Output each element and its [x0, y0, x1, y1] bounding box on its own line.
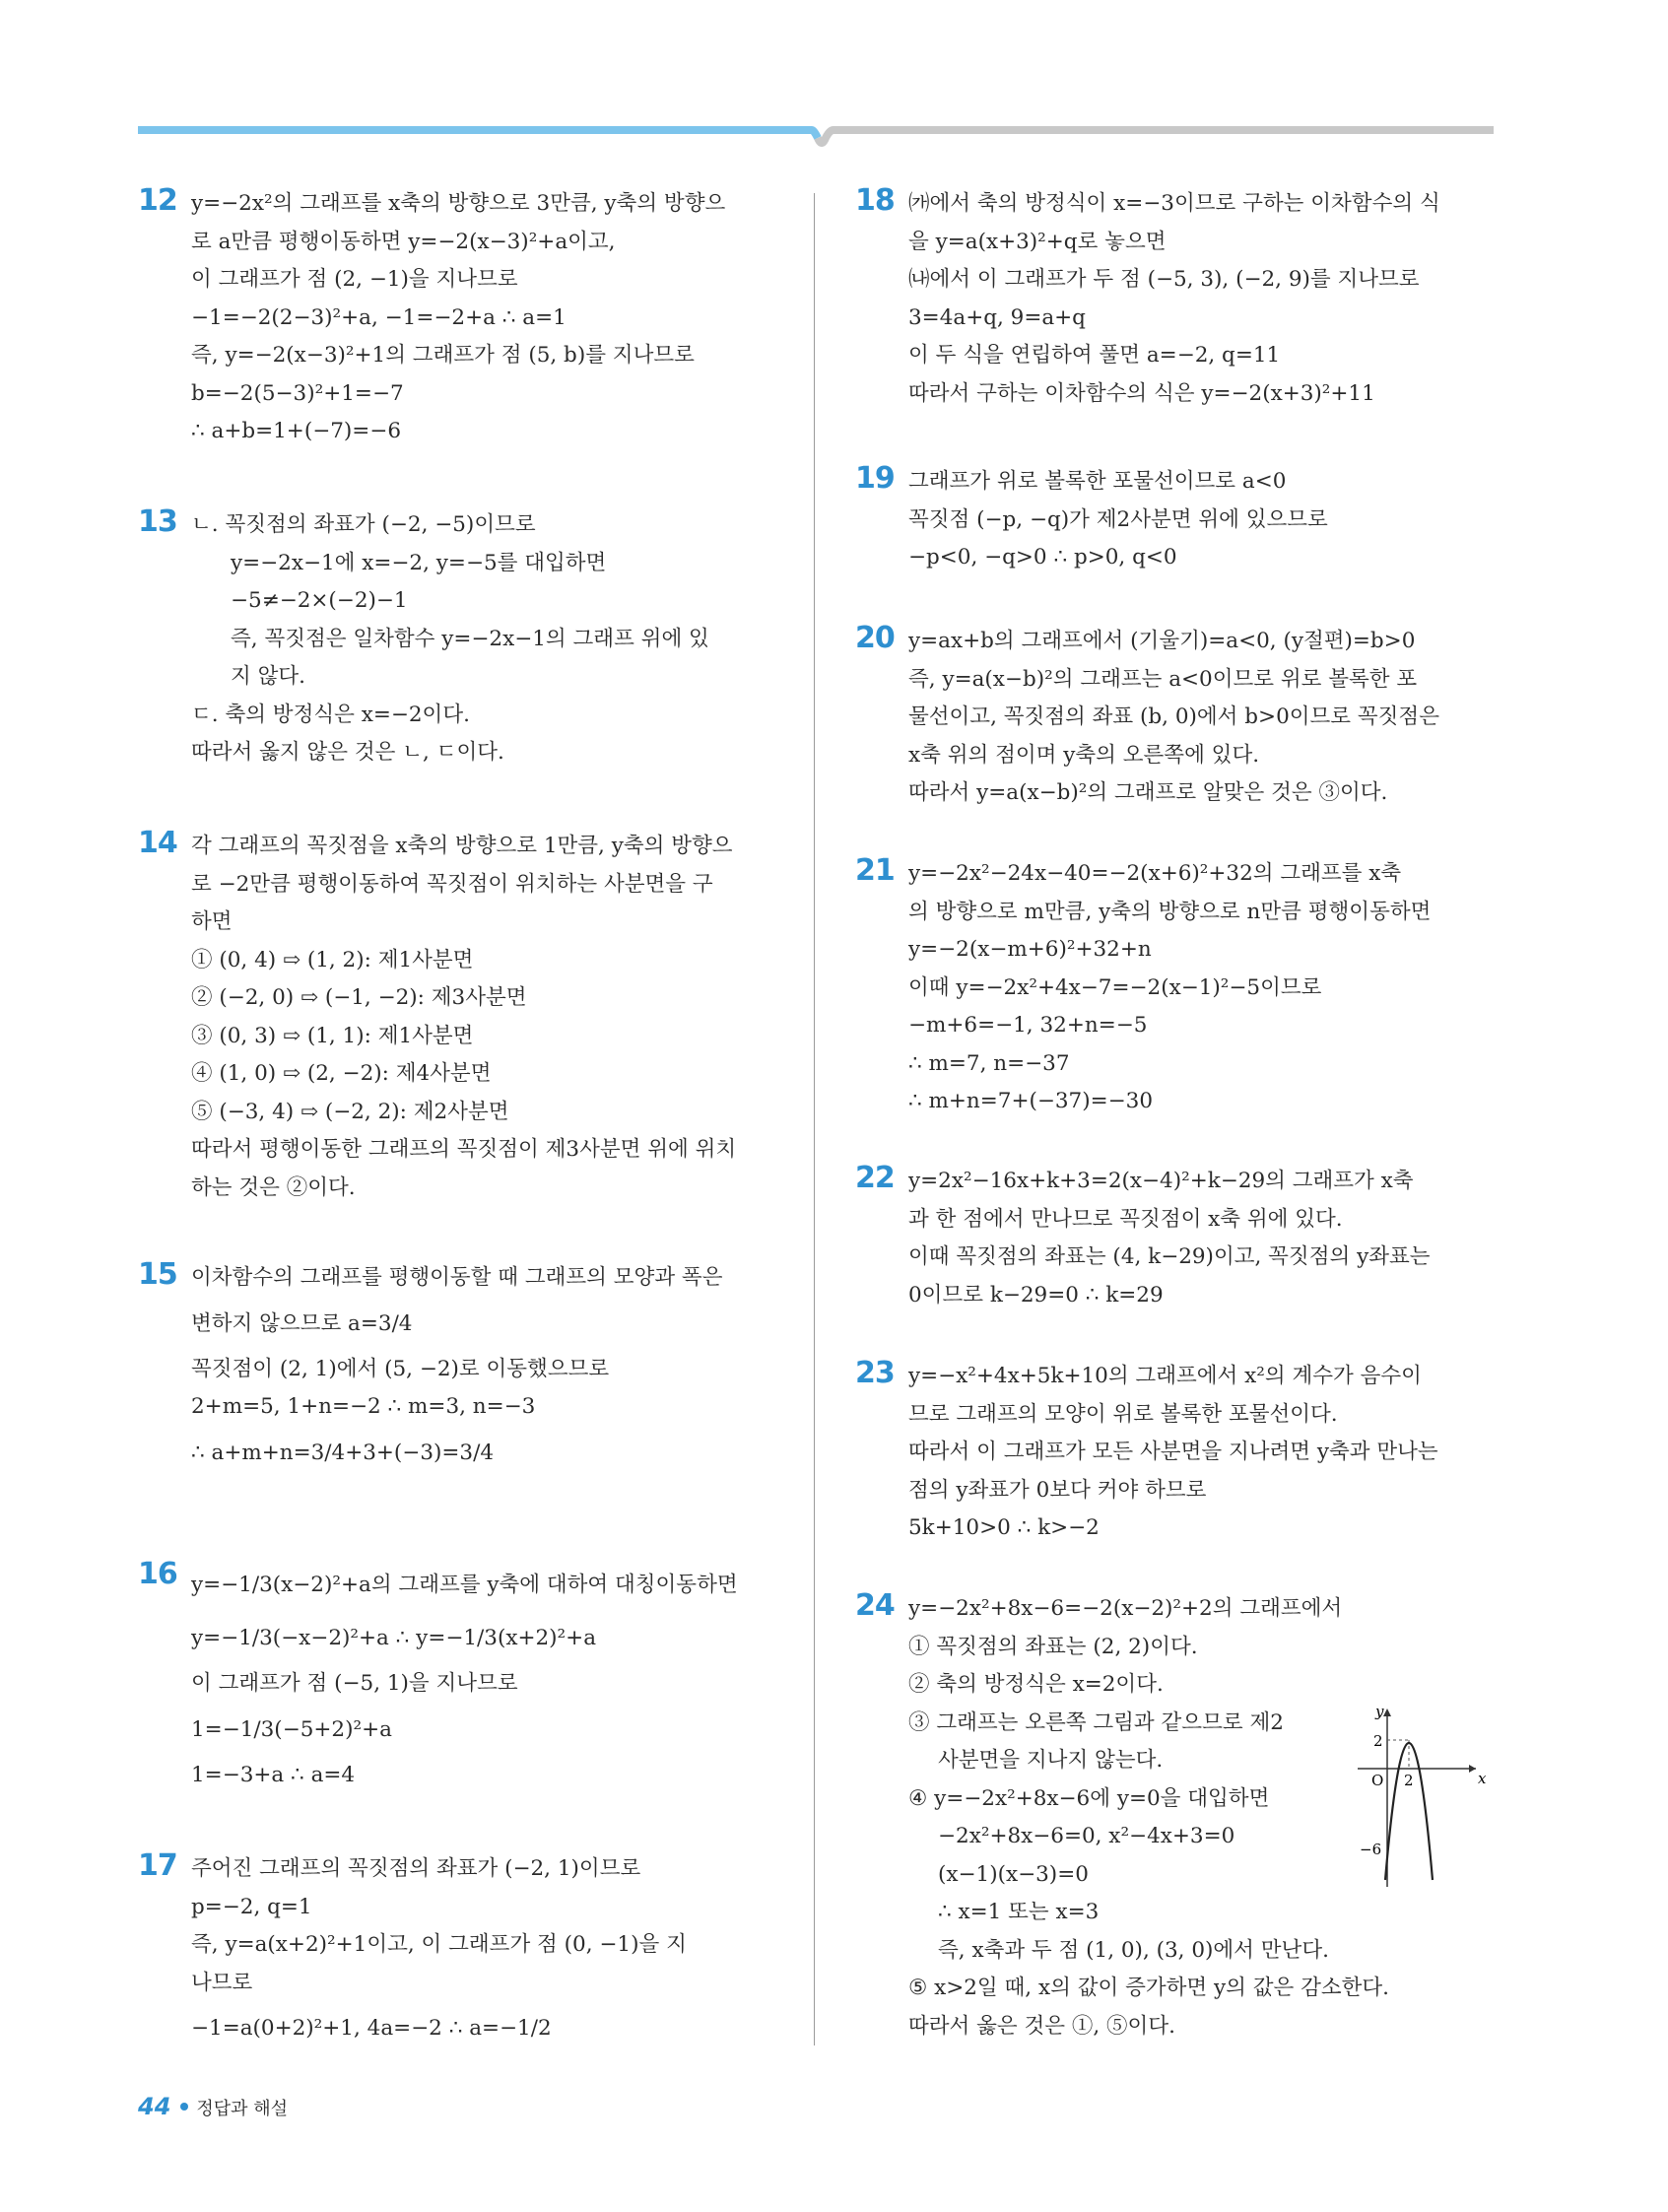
solution-line: 이 그래프가 점 (2, −1)을 지나므로 — [191, 267, 518, 292]
problem-number: 12 — [138, 183, 177, 218]
solution-line: 지 않다. — [231, 664, 305, 689]
solution-line: 즉, y=a(x−b)²의 그래프는 a<0이므로 위로 볼록한 포 — [908, 666, 1418, 692]
origin-label: O — [1371, 1772, 1384, 1789]
solution-line: 하는 것은 ②이다. — [191, 1174, 356, 1200]
solution-line: ③ (0, 3) ⇨ (1, 1): 제1사분면 — [191, 1023, 474, 1048]
parabola-curve — [1385, 1743, 1433, 1880]
solution-line: 로 a만큼 평행이동하면 y=−2(x−3)²+a이고, — [191, 229, 616, 254]
solution-line: ㄴ. 꼭짓점의 좌표가 (−2, −5)이므로 — [191, 512, 536, 537]
solution-line: −2x²+8x−6=0, x²−4x+3=0 — [938, 1824, 1235, 1848]
problem-number: 16 — [138, 1557, 177, 1591]
problem-number: 19 — [855, 461, 895, 496]
solution-line: 꼭짓점 (−p, −q)가 제2사분면 위에 있으므로 — [908, 506, 1328, 532]
problem-number: 13 — [138, 504, 177, 539]
section-title: 정답과 해설 — [196, 2099, 289, 2119]
solution-line: x축 위의 점이며 y축의 오른쪽에 있다. — [908, 742, 1260, 768]
parabola-graph — [1348, 1705, 1486, 1892]
problem-number: 18 — [855, 183, 895, 218]
solution-line: ④ y=−2x²+8x−6에 y=0을 대입하면 — [908, 1785, 1270, 1811]
problem-body — [191, 185, 782, 451]
solution-line: 이때 y=−2x²+4x−7=−2(x−1)²−5이므로 — [908, 974, 1322, 1000]
solution-line: 점의 y좌표가 0보다 커야 하므로 — [908, 1477, 1207, 1503]
solution-line: −m+6=−1, 32+n=−5 — [908, 1013, 1148, 1038]
problem-body — [908, 463, 1500, 577]
problem-number: 21 — [855, 853, 895, 888]
x-tick-label: 2 — [1404, 1772, 1414, 1789]
solution-line: y=−2x²의 그래프를 x축의 방향으로 3만큼, y축의 방향으 — [191, 191, 726, 216]
solution-line: y=−x²+4x+5k+10의 그래프에서 x²의 계수가 음수이 — [908, 1364, 1422, 1388]
solution-line: ㄷ. 축의 방정식은 x=−2이다. — [191, 702, 470, 727]
solution-line: 1=−3+a ∴ a=4 — [191, 1762, 356, 1787]
solution-line: 변하지 않으므로 a=3/4 — [191, 1310, 413, 1336]
problem-body — [191, 828, 782, 1207]
solution-line: 3=4a+q, 9=a+q — [908, 304, 1086, 330]
solution-line: y=−2(x−m+6)²+32+n — [908, 937, 1152, 962]
solution-line: 과 한 점에서 만나므로 꼭짓점이 x축 위에 있다. — [908, 1206, 1343, 1232]
solution-line: 0이므로 k−29=0 ∴ k=29 — [908, 1282, 1164, 1307]
y-tick-label: −6 — [1360, 1841, 1382, 1858]
solution-line: (x−1)(x−3)=0 — [938, 1861, 1089, 1887]
solution-line: 하면 — [191, 909, 233, 934]
solution-line: 로 −2만큼 평행이동하여 꼭짓점이 위치하는 사분면을 구 — [191, 871, 713, 897]
solution-line: y=−2x²+8x−6=−2(x−2)²+2의 그래프에서 — [908, 1596, 1343, 1621]
solution-line: 꼭짓점이 (2, 1)에서 (5, −2)로 이동했으므로 — [191, 1356, 610, 1381]
problem-body — [191, 506, 782, 772]
y-axis-arrow — [1383, 1709, 1391, 1716]
solution-line: ㈏에서 이 그래프가 두 점 (−5, 3), (−2, 9)를 지나므로 — [908, 267, 1420, 292]
solution-line: 그래프가 위로 볼록한 포물선이므로 a<0 — [908, 469, 1287, 494]
problem-number: 24 — [855, 1588, 895, 1623]
solution-line: y=2x²−16x+k+3=2(x−4)²+k−29의 그래프가 x축 — [908, 1169, 1414, 1193]
solution-line: ∴ a+m+n=3/4+3+(−3)=3/4 — [191, 1440, 495, 1465]
solution-line: p=−2, q=1 — [191, 1894, 312, 1919]
problem-number: 14 — [138, 826, 177, 860]
y-axis-label: y — [1375, 1705, 1384, 1720]
solution-line: 즉, x축과 두 점 (1, 0), (3, 0)에서 만난다. — [938, 1937, 1329, 1963]
solution-line: 따라서 평행이동한 그래프의 꼭짓점이 제3사분면 위에 위치 — [191, 1137, 737, 1162]
solution-line: 따라서 구하는 이차함수의 식은 y=−2(x+3)²+11 — [908, 380, 1375, 406]
solution-line: 각 그래프의 꼭짓점을 x축의 방향으로 1만큼, y축의 방향으 — [191, 834, 733, 858]
solution-line: ∴ m=7, n=−37 — [908, 1050, 1070, 1076]
solution-line: 따라서 이 그래프가 모든 사분면을 지나려면 y축과 만나는 — [908, 1440, 1438, 1464]
solution-line: y=−1/3(−x−2)²+a ∴ y=−1/3(x+2)²+a — [191, 1626, 597, 1650]
solution-line: ② 축의 방정식은 x=2이다. — [908, 1672, 1164, 1697]
solution-line: 나므로 — [191, 1970, 253, 1995]
solution-line: y=−1/3(x−2)²+a의 그래프를 y축에 대하여 대칭이동하면 — [191, 1573, 738, 1597]
x-axis-label: x — [1478, 1770, 1486, 1787]
solution-line: ⑤ x>2일 때, x의 값이 증가하면 y의 값은 감소한다. — [908, 1976, 1390, 2000]
column-divider — [814, 193, 815, 2045]
solution-line: ③ 그래프는 오른쪽 그림과 같으므로 제2 — [908, 1709, 1284, 1735]
solution-line: ∴ a+b=1+(−7)=−6 — [191, 419, 401, 443]
solution-line: ① (0, 4) ⇨ (1, 2): 제1사분면 — [191, 947, 474, 972]
y-tick-label: 2 — [1373, 1732, 1383, 1750]
solution-line: ⑤ (−3, 4) ⇨ (−2, 2): 제2사분면 — [191, 1099, 509, 1124]
solution-line: ∴ m+n=7+(−37)=−30 — [908, 1089, 1154, 1113]
problem-body — [191, 1559, 782, 1794]
solution-line: ② (−2, 0) ⇨ (−1, −2): 제3사분면 — [191, 985, 527, 1010]
header-bar — [138, 126, 1494, 166]
solution-line: 즉, 꼭짓점은 일차함수 y=−2x−1의 그래프 위에 있 — [231, 626, 709, 651]
solution-line: −p<0, −q>0 ∴ p>0, q<0 — [908, 545, 1177, 570]
problem-body — [908, 1163, 1500, 1314]
solution-line: 을 y=a(x+3)²+q로 놓으면 — [908, 229, 1167, 254]
solution-line: −5≠−2×(−2)−1 — [231, 588, 408, 613]
problem-number: 23 — [855, 1356, 895, 1390]
solution-line: 물선이고, 꼭짓점의 좌표 (b, 0)에서 b>0이므로 꼭짓점은 — [908, 704, 1439, 729]
problem-body — [908, 1358, 1500, 1548]
solution-line: b=−2(5−3)²+1=−7 — [191, 380, 404, 406]
solution-line: 즉, y=a(x+2)²+1이고, 이 그래프가 점 (0, −1)을 지 — [191, 1932, 687, 1957]
solution-line: 2+m=5, 1+n=−2 ∴ m=3, n=−3 — [191, 1394, 536, 1419]
solution-line: −1=−2(2−3)²+a, −1=−2+a ∴ a=1 — [191, 304, 567, 330]
solution-line: 따라서 옳은 것은 ①, ⑤이다. — [908, 2013, 1175, 2039]
solution-line: 따라서 y=a(x−b)²의 그래프로 알맞은 것은 ③이다. — [908, 780, 1388, 805]
solution-line: 5k+10>0 ∴ k>−2 — [908, 1515, 1100, 1540]
problem-body — [908, 185, 1500, 413]
solution-line: ① 꼭짓점의 좌표는 (2, 2)이다. — [908, 1634, 1198, 1659]
solution-line: ④ (1, 0) ⇨ (2, −2): 제4사분면 — [191, 1061, 492, 1086]
solution-line: 이차함수의 그래프를 평행이동할 때 그래프의 모양과 폭은 — [191, 1265, 723, 1290]
solution-line: y=ax+b의 그래프에서 (기울기)=a<0, (y절편)=b>0 — [908, 629, 1416, 653]
solution-line: ㈎에서 축의 방정식이 x=−3이므로 구하는 이차함수의 식 — [908, 191, 1440, 216]
page-footer — [138, 2093, 288, 2120]
solution-line: ∴ x=1 또는 x=3 — [938, 1900, 1100, 1924]
solution-line: −1=a(0+2)²+1, 4a=−2 ∴ a=−1/2 — [191, 2016, 552, 2041]
x-axis-arrow — [1469, 1765, 1476, 1773]
solution-line: 이 두 식을 연립하여 풀면 a=−2, q=11 — [908, 343, 1281, 368]
solution-line: 이때 꼭짓점의 좌표는 (4, k−29)이고, 꼭짓점의 y좌표는 — [908, 1244, 1431, 1269]
problem-body — [191, 1259, 782, 1480]
problem-body — [908, 623, 1500, 813]
solution-line: y=−2x²−24x−40=−2(x+6)²+32의 그래프를 x축 — [908, 861, 1402, 886]
solution-line: 즉, y=−2(x−3)²+1의 그래프가 점 (5, b)를 지나므로 — [191, 343, 695, 368]
problem-body — [908, 855, 1500, 1121]
solution-line: 주어진 그래프의 꼭짓점의 좌표가 (−2, 1)이므로 — [191, 1856, 641, 1881]
solution-line: 1=−1/3(−5+2)²+a — [191, 1716, 392, 1742]
page-number: 44 — [138, 2093, 171, 2120]
solution-line: 이 그래프가 점 (−5, 1)을 지나므로 — [191, 1671, 518, 1696]
problem-number: 20 — [855, 621, 895, 655]
solution-line: 의 방향으로 m만큼, y축의 방향으로 n만큼 평행이동하면 — [908, 899, 1432, 924]
solution-line: 따라서 옳지 않은 것은 ㄴ, ㄷ이다. — [191, 740, 504, 765]
bullet-icon — [180, 2103, 188, 2111]
problem-number: 22 — [855, 1161, 895, 1195]
problem-number: 15 — [138, 1257, 177, 1292]
solution-line: 사분면을 지나지 않는다. — [938, 1748, 1164, 1773]
problem-body — [191, 1850, 782, 2055]
solution-line: y=−2x−1에 x=−2, y=−5를 대입하면 — [231, 550, 607, 575]
problem-number: 17 — [138, 1848, 177, 1883]
solution-line: 므로 그래프의 모양이 위로 볼록한 포물선이다. — [908, 1401, 1338, 1427]
